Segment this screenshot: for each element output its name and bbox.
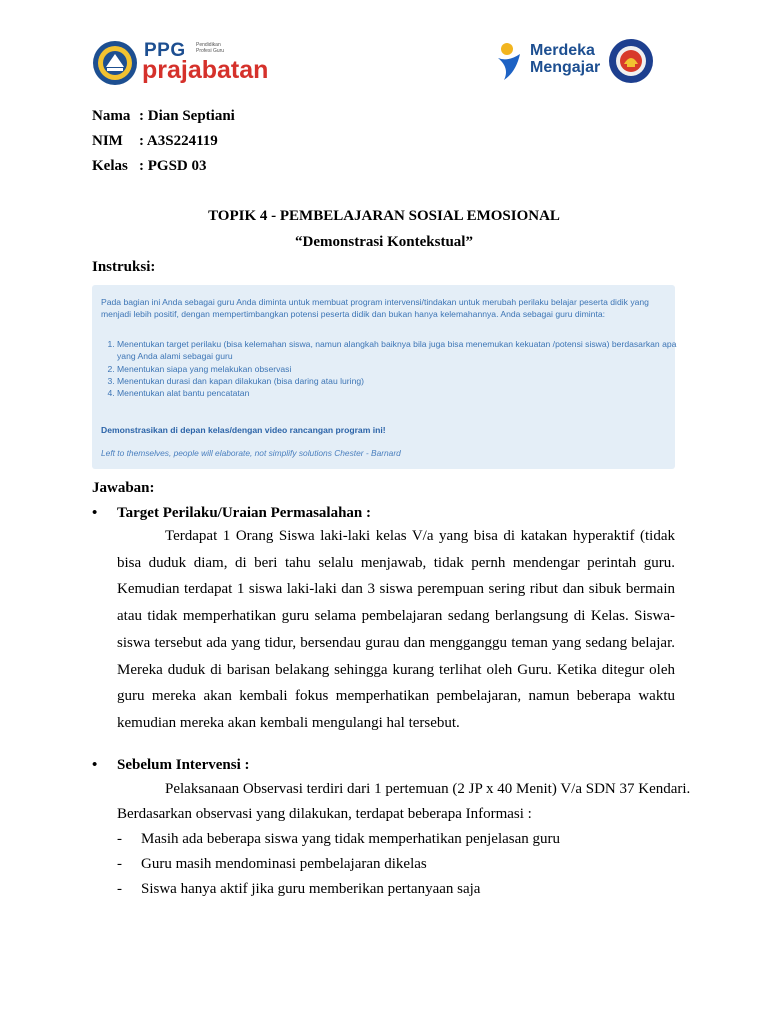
identity-row-kelas [92, 158, 207, 175]
bullet-icon: • [92, 505, 98, 521]
merdeka-mengajar-text [530, 42, 600, 76]
bullet-icon: • [92, 757, 98, 773]
instruction-demo-text: Demonstrasikan di depan kelas/dengan video rancangan program ini! [101, 425, 386, 435]
identity-label: Nama [92, 108, 131, 124]
instruction-item: 4. Menentukan alat bantu pencatatan [117, 387, 677, 399]
identity-label: Kelas [92, 158, 128, 174]
university-seal-icon [608, 38, 654, 84]
instruction-item: 1. Menentukan target perilaku (bisa kelemahan siswa, namun alangkah baiknya bila juga bisa menemukan kekuatan /potensi siswa) berdasarkan apa yang Anda alami sebagai guru [117, 338, 677, 363]
observasi-line-2: Berdasarkan observasi yang dilakukan, terdapat beberapa Informasi : [117, 806, 532, 822]
ppg-logo-top-text: PPG [144, 40, 186, 61]
ppg-logo-main-text: prajabatan [142, 56, 269, 84]
instruction-item: 2. Menentukan siapa yang melakukan observasi [117, 363, 677, 375]
list-item-text: Masih ada beberapa siswa yang tidak memperhatikan penjelasan guru [141, 831, 561, 847]
section-target-perilaku-heading [92, 505, 371, 522]
identity-value: : Dian Septiani [139, 108, 235, 124]
ppg-prajabatan-logo [92, 38, 272, 88]
jawaban-heading: Jawaban: [92, 480, 155, 496]
document-subtitle: “Demonstrasi Kontekstual” [295, 234, 473, 250]
document-title: TOPIK 4 - PEMBELAJARAN SOSIAL EMOSIONAL [208, 208, 560, 224]
tut-wuri-handayani-emblem-icon [92, 40, 138, 86]
merdeka-mengajar-emblem-icon [496, 42, 526, 82]
instruksi-heading: Instruksi: [92, 259, 156, 275]
list-item [117, 831, 560, 848]
identity-label: NIM [92, 133, 123, 149]
dash-marker: - [117, 831, 122, 847]
list-item-text: Siswa hanya aktif jika guru memberikan pertanyaan saja [141, 881, 481, 897]
paragraph: Terdapat 1 Orang Siswa laki-laki kelas V/a yang bisa di katakan hyperaktif (tidak bisa duduk diam, di beri tahu selalu menjawab, tidak pernh mendengar perintah guru. Kemudian terdapat 1 siswa laki-laki dan 3 siswa perempuan sering ribut dan sibuk bermain atau tidak memperhatikan guru selama pembelajaran sedang berlangsung di Kelas. Siswa-siswa tersebut ada yang tidur, bersendau gurau dan mengganggu teman yang sedang belajar. Mereka duduk di barisan belakang sehingga kurang terlihat oleh Guru. Ketika ditegur oleh guru mereka akan kembali fokus memperhatikan pembelajaran, namun beberapa waktu kemudian mereka akan kembali mengulangi hal tersebut. [117, 528, 675, 731]
instruction-item: 3. Menentukan durasi dan kapan dilakukan (bisa daring atau luring) [117, 375, 677, 387]
instruction-quote: Left to themselves, people will elaborate, not simplify solutions Chester - Barnard [101, 448, 401, 458]
identity-row-nama [92, 108, 235, 125]
merdeka-mengajar-logo [496, 36, 658, 88]
section-target-perilaku-body [117, 523, 675, 737]
observasi-line-1: Pelaksanaan Observasi terdiri dari 1 pertemuan (2 JP x 40 Menit) V/a SDN 37 Kendari. [165, 781, 691, 797]
mm-line-1: Merdeka [530, 42, 595, 59]
instruction-box [92, 285, 675, 469]
section-heading-text: Target Perilaku/Uraian Permasalahan : [117, 505, 372, 521]
identity-value: : A3S224119 [139, 133, 218, 149]
list-item [117, 881, 480, 898]
list-item [117, 856, 427, 873]
section-sebelum-intervensi-heading [92, 757, 250, 774]
dash-marker: - [117, 881, 122, 897]
dash-marker: - [117, 856, 122, 872]
instruction-intro: Pada bagian ini Anda sebagai guru Anda diminta untuk membuat program intervensi/tindakan untuk merubah perilaku belajar peserta didik yang menjadi lebih positif, dengan mempertimbangkan potensi peserta didik dan bukan hanya kelemahannya. Anda sebagai guru diminta: [101, 297, 649, 320]
instruction-list [101, 338, 677, 399]
list-item-text: Guru masih mendominasi pembelajaran dikelas [141, 856, 427, 872]
mm-line-2: Mengajar [530, 59, 601, 76]
identity-row-nim [92, 133, 218, 150]
identity-value: : PGSD 03 [139, 158, 207, 174]
ppg-logo-small-text: Pendidikan Profesi Guru [196, 42, 225, 54]
section-heading-text: Sebelum Intervensi : [117, 757, 250, 773]
